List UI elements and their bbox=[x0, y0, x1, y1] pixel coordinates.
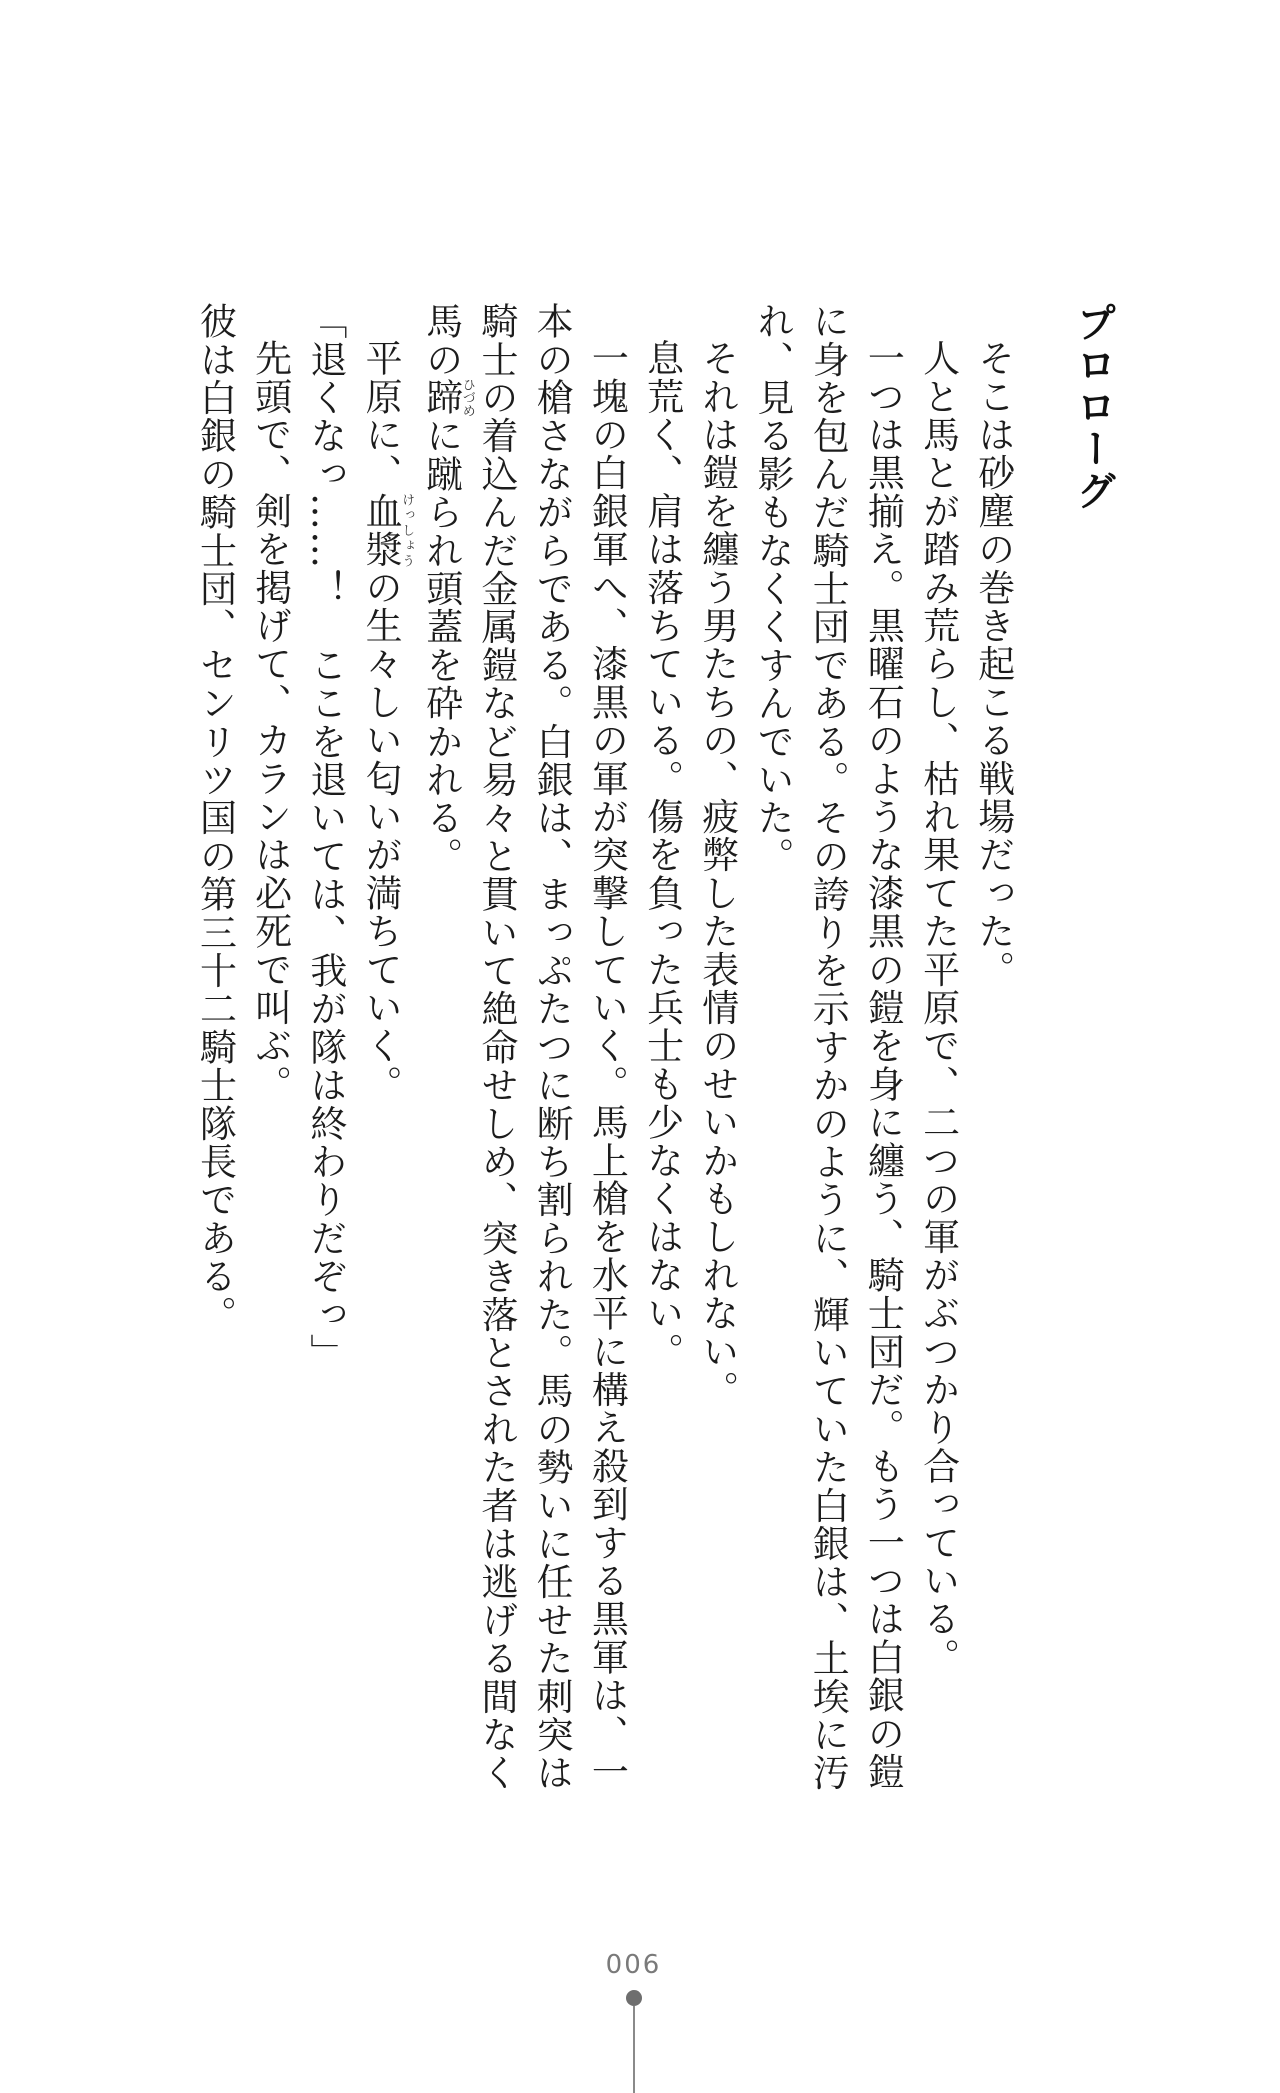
paragraph: 一つは黒揃え。黒曜石のような漆黒の鎧を身に纏う、騎士団だ。もう一つは白銀の鎧に身を包んだ騎士団である。その誇りを示すかのように、輝いていた白銀は、土埃に汚れ、見る影もなくくすんでいた。 bbox=[750, 302, 905, 1792]
ruby-annotation bbox=[359, 491, 415, 569]
vertical-text-block bbox=[187, 302, 1120, 1802]
paragraph: 息荒く、肩は落ちている。傷を負った兵士も少なくはない。 bbox=[640, 339, 684, 1371]
ruby-annotation bbox=[419, 378, 475, 418]
ruby-reading: けっしょう bbox=[399, 491, 415, 569]
paragraph: 彼は白銀の騎士団、センリツ国の第三十二騎士隊長である。 bbox=[193, 302, 237, 1334]
dialogue-line: 「退くなっ……！ ここを退いては、我が隊は終わりだぞっ」 bbox=[303, 302, 347, 1372]
ruby-base: 蹄 bbox=[419, 378, 463, 417]
paragraph-text: の生々しい匂いが満ちていく。 bbox=[359, 568, 403, 1104]
ruby-base: 血漿 bbox=[359, 491, 403, 569]
folio-line bbox=[633, 2006, 635, 2093]
folio-dot bbox=[626, 1990, 642, 2006]
paragraph: それは鎧を纏う男たちの、疲弊した表情のせいかもしれない。 bbox=[695, 339, 739, 1409]
paragraph-text: に蹴られ頭蓋を砕かれる。 bbox=[419, 416, 463, 876]
paragraph: 人と馬とが踏み荒らし、枯れ果てた平原で、二つの軍がぶつかり合っている。 bbox=[916, 339, 960, 1676]
chapter-title: プロローグ bbox=[1070, 302, 1116, 512]
page-number: 006 bbox=[605, 1950, 662, 1980]
ruby-reading: ひづめ bbox=[459, 378, 475, 418]
paragraph bbox=[414, 302, 635, 1802]
paragraph bbox=[353, 302, 414, 1802]
paragraph-text: 一塊の白銀軍へ、漆黒の軍が突撃していく。馬上槍を水平に構え殺到する黒軍は、一本の槍さながらである。白銀は、まっぷたつに断ち割られた。馬の勢いに任せた刺突は騎士の着込んだ金属鎧など易々と貫いて絶命せしめ、突き落とされた者は逃げる間なく馬の bbox=[419, 302, 629, 1792]
paragraph-text: 平原に、 bbox=[359, 339, 403, 492]
paragraph: そこは砂塵の巻き起こる戦場だった。 bbox=[971, 339, 1015, 989]
paragraph: 先頭で、剣を掲げて、カランは必死で叫ぶ。 bbox=[248, 339, 292, 1103]
